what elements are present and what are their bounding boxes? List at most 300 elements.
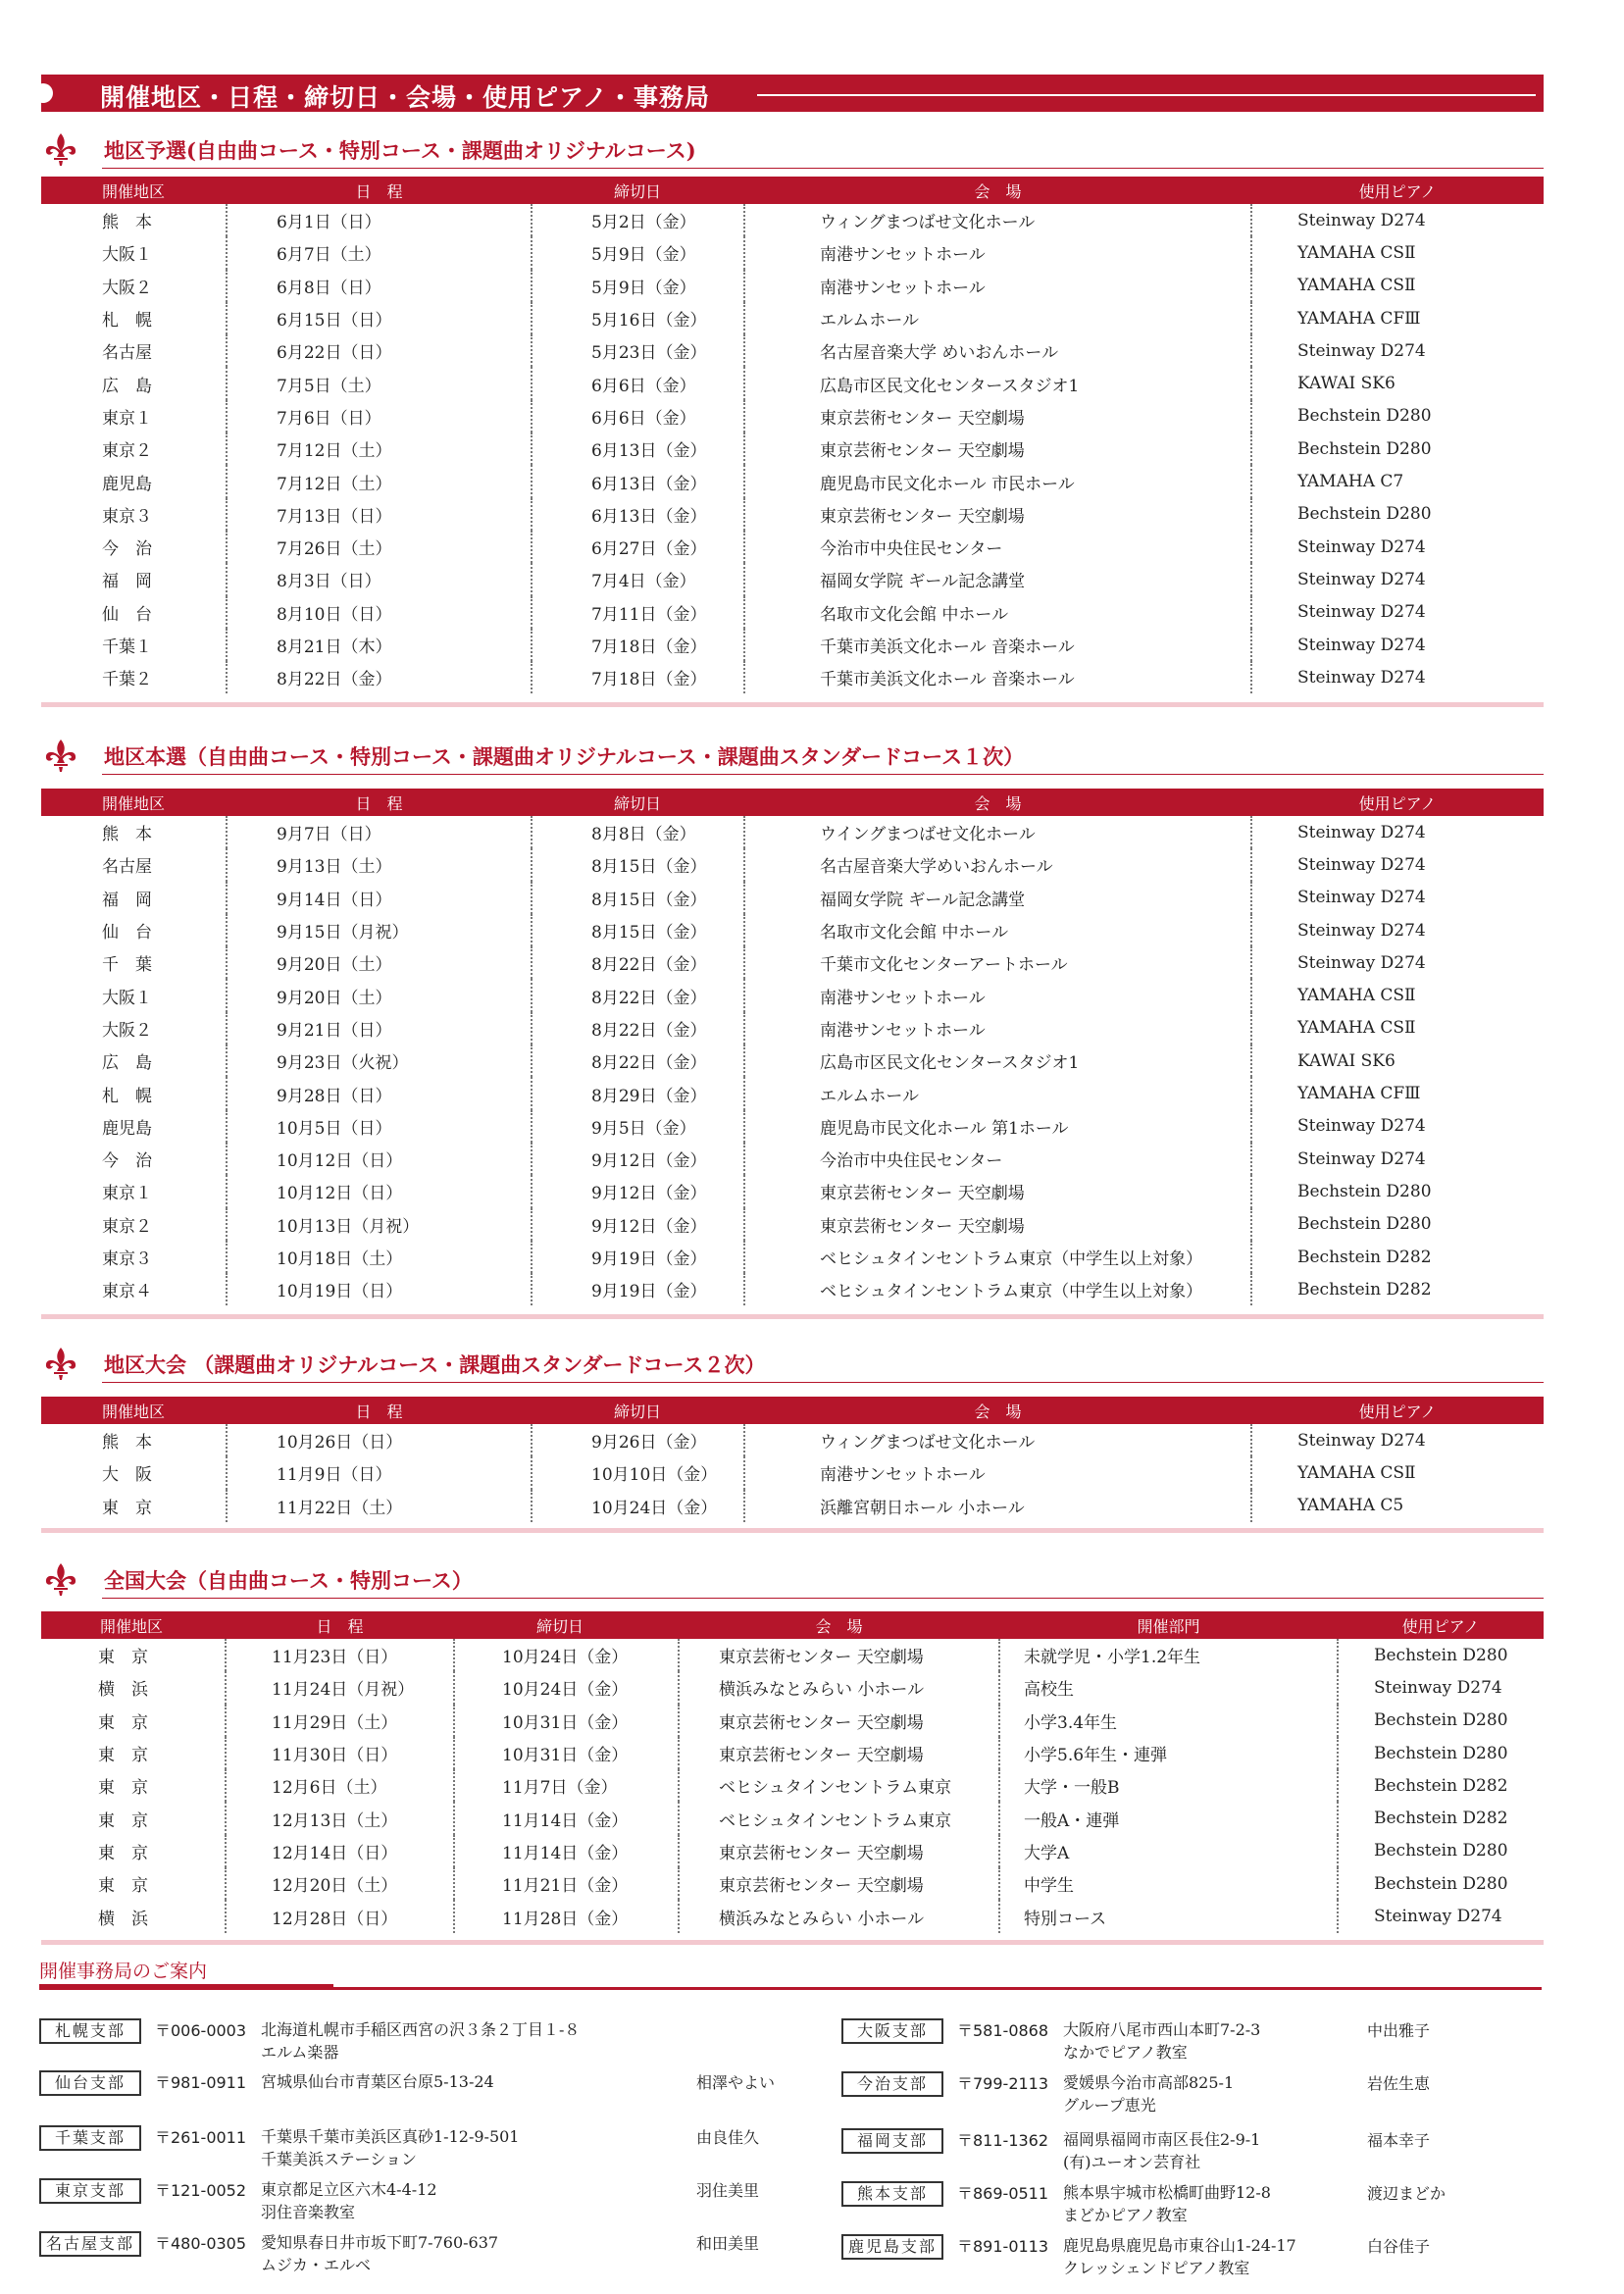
cell-deadline: 8月22日（金） [532, 1012, 744, 1045]
cell-date: 12月20日（土） [226, 1867, 454, 1900]
table-row [41, 1012, 1544, 1045]
header-area: 開催地区 [41, 177, 227, 204]
office-entry [841, 2232, 1587, 2283]
header-piano: 使用ピアノ [1251, 177, 1544, 204]
cell-date: 10月19日（日） [227, 1273, 532, 1305]
cell-date: 8月10日（日） [227, 596, 532, 629]
schedule-table-1 [41, 177, 1544, 693]
cell-date: 9月20日（土） [227, 946, 532, 979]
cell-deadline: 11月21日（金） [454, 1867, 679, 1900]
office-entry [841, 2179, 1587, 2230]
cell-venue: 千葉市美浜文化ホール 音楽ホール [744, 629, 1251, 661]
cell-area: 東京１ [102, 408, 152, 429]
cell-venue: 名取市文化会館 中ホール [744, 596, 1251, 629]
cell-piano: Steinway D274 [1251, 816, 1544, 848]
cell-area: 名古屋 [102, 857, 152, 878]
table-row [41, 629, 1544, 661]
table-row [41, 1737, 1544, 1769]
cell-venue: 東京芸術センター 天空劇場 [744, 400, 1251, 433]
cell-piano: Bechstein D280 [1338, 1737, 1544, 1769]
cell-deadline: 7月4日（金） [532, 563, 744, 595]
table-row [41, 1900, 1544, 1932]
section-heading-2 [41, 738, 1544, 773]
header-venue: 会 場 [744, 789, 1251, 816]
cell-date: 11月9日（日） [227, 1456, 532, 1489]
cell-venue: 東京芸術センター 天空劇場 [679, 1705, 999, 1737]
banner-title: 開催地区・日程・締切日・会場・使用ピアノ・事務局 [100, 83, 711, 112]
address-line: 鹿児島県鹿児島市東谷山1-24-17 [1063, 2236, 1296, 2255]
branch-label: 鹿児島支部 [841, 2234, 943, 2260]
cell-venue: 福岡女学院 ギール記念講堂 [744, 882, 1251, 914]
cell-area: 東京３ [102, 506, 152, 527]
table-row [41, 596, 1544, 629]
cell-date: 11月22日（土） [227, 1490, 532, 1522]
cell-date: 7月13日（日） [227, 498, 532, 531]
cell-venue: エルムホール [744, 302, 1251, 334]
cell-piano: Steinway D274 [1251, 1424, 1544, 1456]
branch-label: 東京支部 [39, 2178, 141, 2204]
cell-date: 8月3日（日） [227, 563, 532, 595]
table-row [41, 433, 1544, 465]
cell-piano: Bechstein D282 [1338, 1769, 1544, 1802]
table-row [41, 1077, 1544, 1109]
header-date: 日 程 [227, 177, 532, 204]
section-end-rule [41, 1314, 1544, 1319]
cell-date: 10月26日（日） [227, 1424, 532, 1456]
cell-date: 8月22日（金） [227, 661, 532, 693]
cell-date: 12月28日（日） [226, 1900, 454, 1932]
cell-piano: Steinway D274 [1251, 629, 1544, 661]
cell-piano: Bechstein D282 [1251, 1273, 1544, 1305]
header-deadline: 締切日 [454, 1611, 679, 1639]
table-row [41, 204, 1544, 236]
cell-date: 11月24日（月祝） [226, 1671, 454, 1704]
postal-code: 〒581-0868 [957, 2021, 1049, 2040]
fleur-de-lis-icon [41, 738, 80, 773]
cell-area: 仙 台 [102, 604, 152, 625]
header-piano: 使用ピアノ [1338, 1611, 1544, 1639]
cell-piano: Bechstein D280 [1251, 1175, 1544, 1207]
banner-rule [757, 94, 1536, 96]
cell-piano: YAMAHA C7 [1251, 465, 1544, 497]
header-area: 開催地区 [41, 1397, 227, 1424]
branch-label: 札幌支部 [39, 2018, 141, 2044]
cell-deadline: 6月13日（金） [532, 433, 744, 465]
cell-deadline: 11月28日（金） [454, 1900, 679, 1932]
cell-deadline: 7月18日（金） [532, 661, 744, 693]
header-date: 日 程 [227, 1397, 532, 1424]
office-address [261, 2231, 498, 2276]
address-line: ムジカ・エルベ [261, 2256, 372, 2274]
cell-venue: ウィングまつばせ文化ホール [744, 1424, 1251, 1456]
postal-code: 〒261-0011 [155, 2128, 247, 2147]
cell-venue: 東京芸術センター 天空劇場 [679, 1867, 999, 1900]
cell-date: 9月28日（日） [227, 1077, 532, 1109]
cell-piano: Steinway D274 [1251, 1143, 1544, 1175]
cell-date: 9月7日（日） [227, 816, 532, 848]
cell-piano: Bechstein D280 [1338, 1639, 1544, 1671]
cell-date: 9月14日（日） [227, 882, 532, 914]
office-address [261, 2070, 494, 2093]
table-row [41, 1208, 1544, 1241]
office-entry [841, 2069, 1587, 2120]
cell-division: 大学・一般B [999, 1769, 1338, 1802]
cell-date: 6月15日（日） [227, 302, 532, 334]
office-address [1063, 2234, 1296, 2279]
banner-dot [33, 83, 53, 103]
cell-deadline: 9月5日（金） [532, 1110, 744, 1143]
table-row [41, 1143, 1544, 1175]
cell-deadline: 10月24日（金） [532, 1490, 744, 1522]
contact-person: 由良佳久 [696, 2128, 760, 2147]
cell-division: 大学A [999, 1835, 1338, 1867]
cell-division: 小学3.4年生 [999, 1705, 1338, 1737]
header-venue: 会 場 [679, 1611, 999, 1639]
cell-deadline: 10月31日（金） [454, 1737, 679, 1769]
cell-date: 7月5日（土） [227, 367, 532, 399]
cell-venue: 南港サンセットホール [744, 270, 1251, 302]
cell-date: 9月15日（月祝） [227, 914, 532, 946]
cell-venue: 福岡女学院 ギール記念講堂 [744, 563, 1251, 595]
cell-venue: 名古屋音楽大学 めいおんホール [744, 334, 1251, 367]
office-address [261, 2125, 519, 2170]
cell-venue: ベヒシュタインセントラム東京（中学生以上対象） [744, 1241, 1251, 1273]
cell-piano: Steinway D274 [1338, 1900, 1544, 1932]
cell-deadline: 10月24日（金） [454, 1639, 679, 1671]
cell-area: 東 京 [98, 1876, 148, 1897]
cell-venue: 横浜みなとみらい 小ホール [679, 1671, 999, 1704]
office-address [1063, 2018, 1260, 2064]
cell-area: 大阪１ [102, 988, 152, 1008]
cell-deadline: 8月22日（金） [532, 979, 744, 1011]
header-piano: 使用ピアノ [1251, 789, 1544, 816]
contact-person: 中出雅子 [1367, 2021, 1431, 2040]
table-row [41, 661, 1544, 693]
cell-area: 今 治 [102, 1151, 152, 1172]
cell-date: 11月23日（日） [226, 1639, 454, 1671]
cell-piano: Bechstein D280 [1251, 433, 1544, 465]
cell-deadline: 7月18日（金） [532, 629, 744, 661]
cell-date: 12月14日（日） [226, 1835, 454, 1867]
postal-code: 〒006-0003 [155, 2021, 247, 2040]
cell-venue: 東京芸術センター 天空劇場 [744, 498, 1251, 531]
cell-piano: Steinway D274 [1251, 914, 1544, 946]
header-date: 日 程 [226, 1611, 454, 1639]
cell-piano: Bechstein D280 [1251, 498, 1544, 531]
header-division: 開催部門 [999, 1611, 1338, 1639]
office-address [261, 2178, 437, 2223]
schedule-table-2 [41, 789, 1544, 1305]
cell-venue: 南港サンセットホール [744, 1456, 1251, 1489]
office-address [261, 2018, 580, 2064]
cell-venue: 名取市文化会館 中ホール [744, 914, 1251, 946]
cell-deadline: 10月10日（金） [532, 1456, 744, 1489]
cell-date: 11月29日（土） [226, 1705, 454, 1737]
cell-piano: Steinway D274 [1251, 204, 1544, 236]
table-row [41, 1835, 1544, 1867]
table-row [41, 498, 1544, 531]
cell-area: 札 幌 [102, 1086, 152, 1106]
cell-date: 7月12日（土） [227, 433, 532, 465]
cell-venue: 千葉市美浜文化ホール 音楽ホール [744, 661, 1251, 693]
cell-division: 特別コース [999, 1900, 1338, 1932]
cell-venue: 今治市中央住民センター [744, 531, 1251, 563]
cell-venue: エルムホール [744, 1077, 1251, 1109]
cell-date: 10月12日（日） [227, 1175, 532, 1207]
cell-piano: YAMAHA CFⅢ [1251, 302, 1544, 334]
contact-person: 相澤やよい [696, 2073, 776, 2092]
cell-area: 今 治 [102, 539, 152, 560]
address-line: 愛知県春日井市坂下町7-760-637 [261, 2233, 499, 2252]
table-row [41, 914, 1544, 946]
address-line: 北海道札幌市手稲区西宮の沢３条２丁目１-８ [261, 2020, 581, 2039]
cell-area: 東 京 [98, 1843, 148, 1863]
table-row [41, 1769, 1544, 1802]
cell-deadline: 6月6日（金） [532, 400, 744, 433]
cell-area: 熊 本 [102, 213, 152, 233]
cell-area: 大阪１ [102, 245, 152, 266]
cell-piano: Bechstein D280 [1338, 1835, 1544, 1867]
address-line: 羽住音楽教室 [261, 2203, 356, 2221]
cell-deadline: 10月31日（金） [454, 1705, 679, 1737]
section-heading-3 [41, 1346, 1544, 1381]
table-row [41, 1639, 1544, 1671]
branch-label: 今治支部 [841, 2071, 943, 2097]
cell-venue: 今治市中央住民センター [744, 1143, 1251, 1175]
cell-area: 名古屋 [102, 343, 152, 364]
cell-date: 12月6日（土） [226, 1769, 454, 1802]
table-row [41, 1705, 1544, 1737]
table-row [41, 816, 1544, 848]
office-address [1063, 2071, 1234, 2116]
postal-code: 〒891-0113 [957, 2237, 1049, 2256]
cell-venue: ベヒシュタインセントラム東京 [679, 1802, 999, 1834]
cell-piano: Bechstein D282 [1338, 1802, 1544, 1834]
cell-area: 札 幌 [102, 311, 152, 331]
table-body [41, 1424, 1544, 1522]
cell-venue: 南港サンセットホール [744, 979, 1251, 1011]
cell-date: 6月1日（日） [227, 204, 532, 236]
table-row [41, 367, 1544, 399]
cell-deadline: 9月19日（金） [532, 1241, 744, 1273]
cell-venue: ベヒシュタインセントラム東京 [679, 1769, 999, 1802]
cell-area: 熊 本 [102, 1433, 152, 1453]
office-entry [841, 2016, 1587, 2067]
cell-date: 8月21日（木） [227, 629, 532, 661]
cell-deadline: 9月19日（金） [532, 1273, 744, 1305]
branch-label: 名古屋支部 [39, 2231, 141, 2257]
header-venue: 会 場 [744, 177, 1251, 204]
cell-area: 仙 台 [102, 923, 152, 943]
cell-piano: YAMAHA CSⅡ [1251, 1012, 1544, 1045]
table-row [41, 1456, 1544, 1489]
cell-deadline: 8月22日（金） [532, 1045, 744, 1077]
cell-deadline: 10月24日（金） [454, 1671, 679, 1704]
cell-date: 9月20日（土） [227, 979, 532, 1011]
cell-area: 鹿児島 [102, 1118, 152, 1139]
cell-venue: 広島市区民文化センタースタジオ1 [744, 1045, 1251, 1077]
cell-date: 7月12日（土） [227, 465, 532, 497]
cell-area: 大阪２ [102, 278, 152, 298]
office-entry [841, 2126, 1587, 2177]
header-deadline: 締切日 [532, 177, 744, 204]
schedule-table-3 [41, 1397, 1544, 1522]
cell-venue: 千葉市文化センターアートホール [744, 946, 1251, 979]
cell-piano: YAMAHA CSⅡ [1251, 979, 1544, 1011]
contact-person: 和田美里 [696, 2234, 760, 2253]
address-line: グループ恵光 [1063, 2096, 1156, 2115]
fleur-de-lis-icon [41, 1346, 80, 1381]
section-title: 地区本選（自由曲コース・特別コース・課題曲オリジナルコース・課題曲スタンダードコース１次） [104, 744, 1025, 769]
cell-piano: YAMAHA CFⅢ [1251, 1077, 1544, 1109]
cell-deadline: 5月9日（金） [532, 236, 744, 269]
cell-deadline: 9月12日（金） [532, 1208, 744, 1241]
cell-deadline: 5月2日（金） [532, 204, 744, 236]
table-row [41, 400, 1544, 433]
cell-deadline: 9月26日（金） [532, 1424, 744, 1456]
cell-area: 熊 本 [102, 825, 152, 845]
cell-deadline: 11月14日（金） [454, 1835, 679, 1867]
contact-person: 福本幸子 [1367, 2131, 1431, 2150]
cell-division: 中学生 [999, 1867, 1338, 1900]
cell-area: 広 島 [102, 1053, 152, 1074]
cell-piano: YAMAHA CSⅡ [1251, 236, 1544, 269]
cell-piano: Steinway D274 [1251, 848, 1544, 881]
cell-date: 9月13日（土） [227, 848, 532, 881]
cell-division: 小学5.6年生・連弾 [999, 1737, 1338, 1769]
cell-area: 横 浜 [98, 1909, 148, 1929]
address-line: クレッシェンドピアノ教室 [1063, 2259, 1250, 2277]
table-body [41, 816, 1544, 1305]
cell-piano: Steinway D274 [1251, 661, 1544, 693]
schedule-table-4 [41, 1611, 1544, 1933]
cell-deadline: 9月12日（金） [532, 1175, 744, 1207]
cell-venue: 東京芸術センター 天空劇場 [679, 1639, 999, 1671]
cell-venue: 広島市区民文化センタースタジオ1 [744, 367, 1251, 399]
cell-date: 10月13日（月祝） [227, 1208, 532, 1241]
office-address [1063, 2181, 1271, 2226]
cell-piano: Bechstein D280 [1251, 400, 1544, 433]
cell-venue: 東京芸術センター 天空劇場 [744, 1175, 1251, 1207]
table-row [41, 1273, 1544, 1305]
table-header-row [41, 1611, 1544, 1639]
cell-piano: Bechstein D280 [1338, 1867, 1544, 1900]
cell-date: 11月30日（日） [226, 1737, 454, 1769]
cell-piano: Bechstein D280 [1251, 1208, 1544, 1241]
table-body [41, 1639, 1544, 1933]
section-title: 地区予選(自由曲コース・特別コース・課題曲オリジナルコース) [104, 138, 696, 163]
cell-area: 東 京 [102, 1498, 152, 1518]
table-row [41, 946, 1544, 979]
office-rule [39, 1987, 1542, 1990]
cell-piano: Bechstein D282 [1251, 1241, 1544, 1273]
cell-area: 東京１ [102, 1184, 152, 1204]
header-deadline: 締切日 [532, 789, 744, 816]
cell-deadline: 8月22日（金） [532, 946, 744, 979]
cell-deadline: 6月13日（金） [532, 465, 744, 497]
address-line: まどかピアノ教室 [1063, 2206, 1188, 2224]
header-piano: 使用ピアノ [1251, 1397, 1544, 1424]
postal-code: 〒811-1362 [957, 2131, 1049, 2150]
cell-area: 東 京 [98, 1778, 148, 1799]
cell-venue: 東京芸術センター 天空劇場 [679, 1835, 999, 1867]
postal-code: 〒480-0305 [155, 2234, 247, 2253]
table-row [41, 1110, 1544, 1143]
cell-venue: 鹿児島市民文化ホール 市民ホール [744, 465, 1251, 497]
cell-piano: YAMAHA CSⅡ [1251, 270, 1544, 302]
cell-piano: Steinway D274 [1251, 596, 1544, 629]
cell-deadline: 5月23日（金） [532, 334, 744, 367]
address-line: 宮城県仙台市青葉区台原5-13-24 [261, 2072, 494, 2091]
cell-date: 9月23日（火祝） [227, 1045, 532, 1077]
cell-date: 6月8日（日） [227, 270, 532, 302]
cell-deadline: 6月13日（金） [532, 498, 744, 531]
header-area: 開催地区 [41, 789, 227, 816]
cell-date: 10月18日（土） [227, 1241, 532, 1273]
fleur-de-lis-icon [41, 131, 80, 167]
cell-deadline: 9月12日（金） [532, 1143, 744, 1175]
cell-deadline: 6月6日（金） [532, 367, 744, 399]
contact-person: 白谷佳子 [1367, 2237, 1431, 2256]
cell-venue: ウィングまつばせ文化ホール [744, 204, 1251, 236]
branch-label: 千葉支部 [39, 2125, 141, 2151]
cell-piano: Steinway D274 [1251, 334, 1544, 367]
address-line: 東京都足立区六木4-4-12 [261, 2180, 437, 2199]
cell-area: 福 岡 [102, 572, 152, 592]
cell-area: 千葉１ [102, 637, 152, 657]
table-row [41, 882, 1544, 914]
table-row [41, 270, 1544, 302]
table-row [41, 1490, 1544, 1522]
table-row [41, 979, 1544, 1011]
table-row [41, 1241, 1544, 1273]
cell-piano: Steinway D274 [1251, 531, 1544, 563]
cell-division: 高校生 [999, 1671, 1338, 1704]
address-line: エルム楽器 [261, 2043, 339, 2062]
cell-deadline: 7月11日（金） [532, 596, 744, 629]
table-row [41, 1867, 1544, 1900]
cell-division: 一般A・連弾 [999, 1802, 1338, 1834]
cell-date: 12月13日（土） [226, 1802, 454, 1834]
section-underline [102, 168, 1544, 169]
cell-piano: Steinway D274 [1251, 1110, 1544, 1143]
cell-area: 鹿児島 [102, 474, 152, 494]
cell-piano: Steinway D274 [1251, 563, 1544, 595]
header-date: 日 程 [227, 789, 532, 816]
table-header-row [41, 177, 1544, 204]
cell-venue: 東京芸術センター 天空劇場 [679, 1737, 999, 1769]
office-entry [39, 2229, 785, 2280]
cell-piano: YAMAHA C5 [1251, 1490, 1544, 1522]
contact-person: 渡辺まどか [1367, 2184, 1446, 2203]
header-deadline: 締切日 [532, 1397, 744, 1424]
cell-date: 10月5日（日） [227, 1110, 532, 1143]
cell-area: 東 京 [98, 1746, 148, 1766]
cell-piano: KAWAI SK6 [1251, 1045, 1544, 1077]
table-row [41, 531, 1544, 563]
cell-deadline: 11月7日（金） [454, 1769, 679, 1802]
office-section-title: 開催事務局のご案内 [39, 1961, 208, 1982]
header-area: 開催地区 [41, 1611, 226, 1639]
table-header-row [41, 1397, 1544, 1424]
office-address [1063, 2128, 1260, 2173]
cell-area: 東 京 [98, 1712, 148, 1733]
address-line: 千葉美浜ステーション [261, 2150, 418, 2168]
section-end-rule [41, 1528, 1544, 1533]
branch-label: 仙台支部 [39, 2070, 141, 2096]
section-heading-4 [41, 1561, 1544, 1597]
address-line: 愛媛県今治市高部825-1 [1063, 2073, 1235, 2092]
